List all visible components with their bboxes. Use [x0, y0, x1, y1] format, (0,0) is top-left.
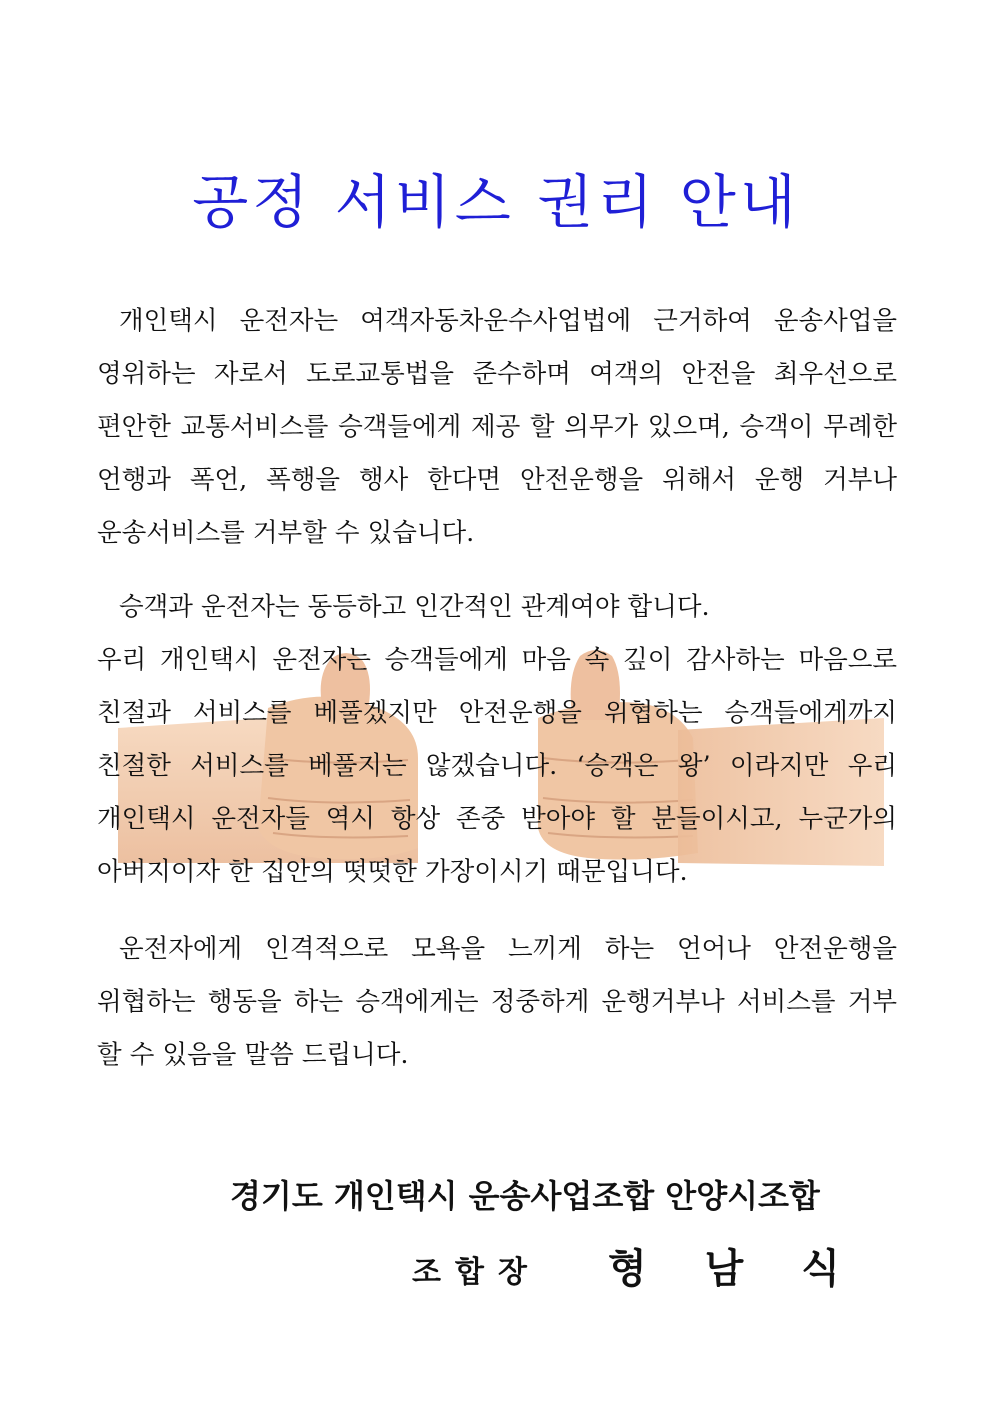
- signature-block: [412, 1237, 898, 1297]
- paragraph-relationship-lead: 승객과 운전자는 동등하고 인간적인 관계여야 합니다.: [119, 592, 710, 622]
- page-title: 공정 서비스 권리 안내: [192, 168, 800, 236]
- signature-role: 조합장: [412, 1255, 541, 1290]
- paragraph-refusal-notice: 운전자에게 인격적으로 모욕을 느끼게 하는 언어나 안전운행을 위협하는 행동을 하는 승객에게는 정중하게 운행거부나 서비스를 거부 할 수 있음을 말씀 드립니다.: [97, 934, 897, 1070]
- paragraph-rights: 개인택시 운전자는 여객자동차운수사업법에 근거하여 운송사업을 영위하는 자로서 도로교통법을 준수하며 여객의 안전을 최우선으로 편안한 교통서비스를 승객들에게 제공 할 의무가 있으며, 승객이 무례한 언행과 폭언, 폭행을 행사 한다면 안전운행을 위해서 운행 거부나 운송서비스를 거부할 수 있습니다.: [97, 306, 897, 548]
- signature-organization: 경기도 개인택시 운송사업조합 안양시조합: [230, 1177, 820, 1215]
- signature-name: 형남식: [608, 1245, 898, 1292]
- paragraph-relationship-body: 우리 개인택시 운전자는 승객들에게 마음 속 깊이 감사하는 마음으로 친절과 서비스를 베풀겠지만 안전운행을 위협하는 승객들에게까지 친절한 서비스를 베풀지는 않겠습니다. ‘승객은 왕’ 이라지만 우리 개인택시 운전자들 역시 항상 존중 받아야 할 분들이시고, 누군가의 아버지이자 한 집안의 떳떳한 가장이시기 때문입니다.: [97, 645, 897, 887]
- paragraph-relationship: [97, 581, 897, 899]
